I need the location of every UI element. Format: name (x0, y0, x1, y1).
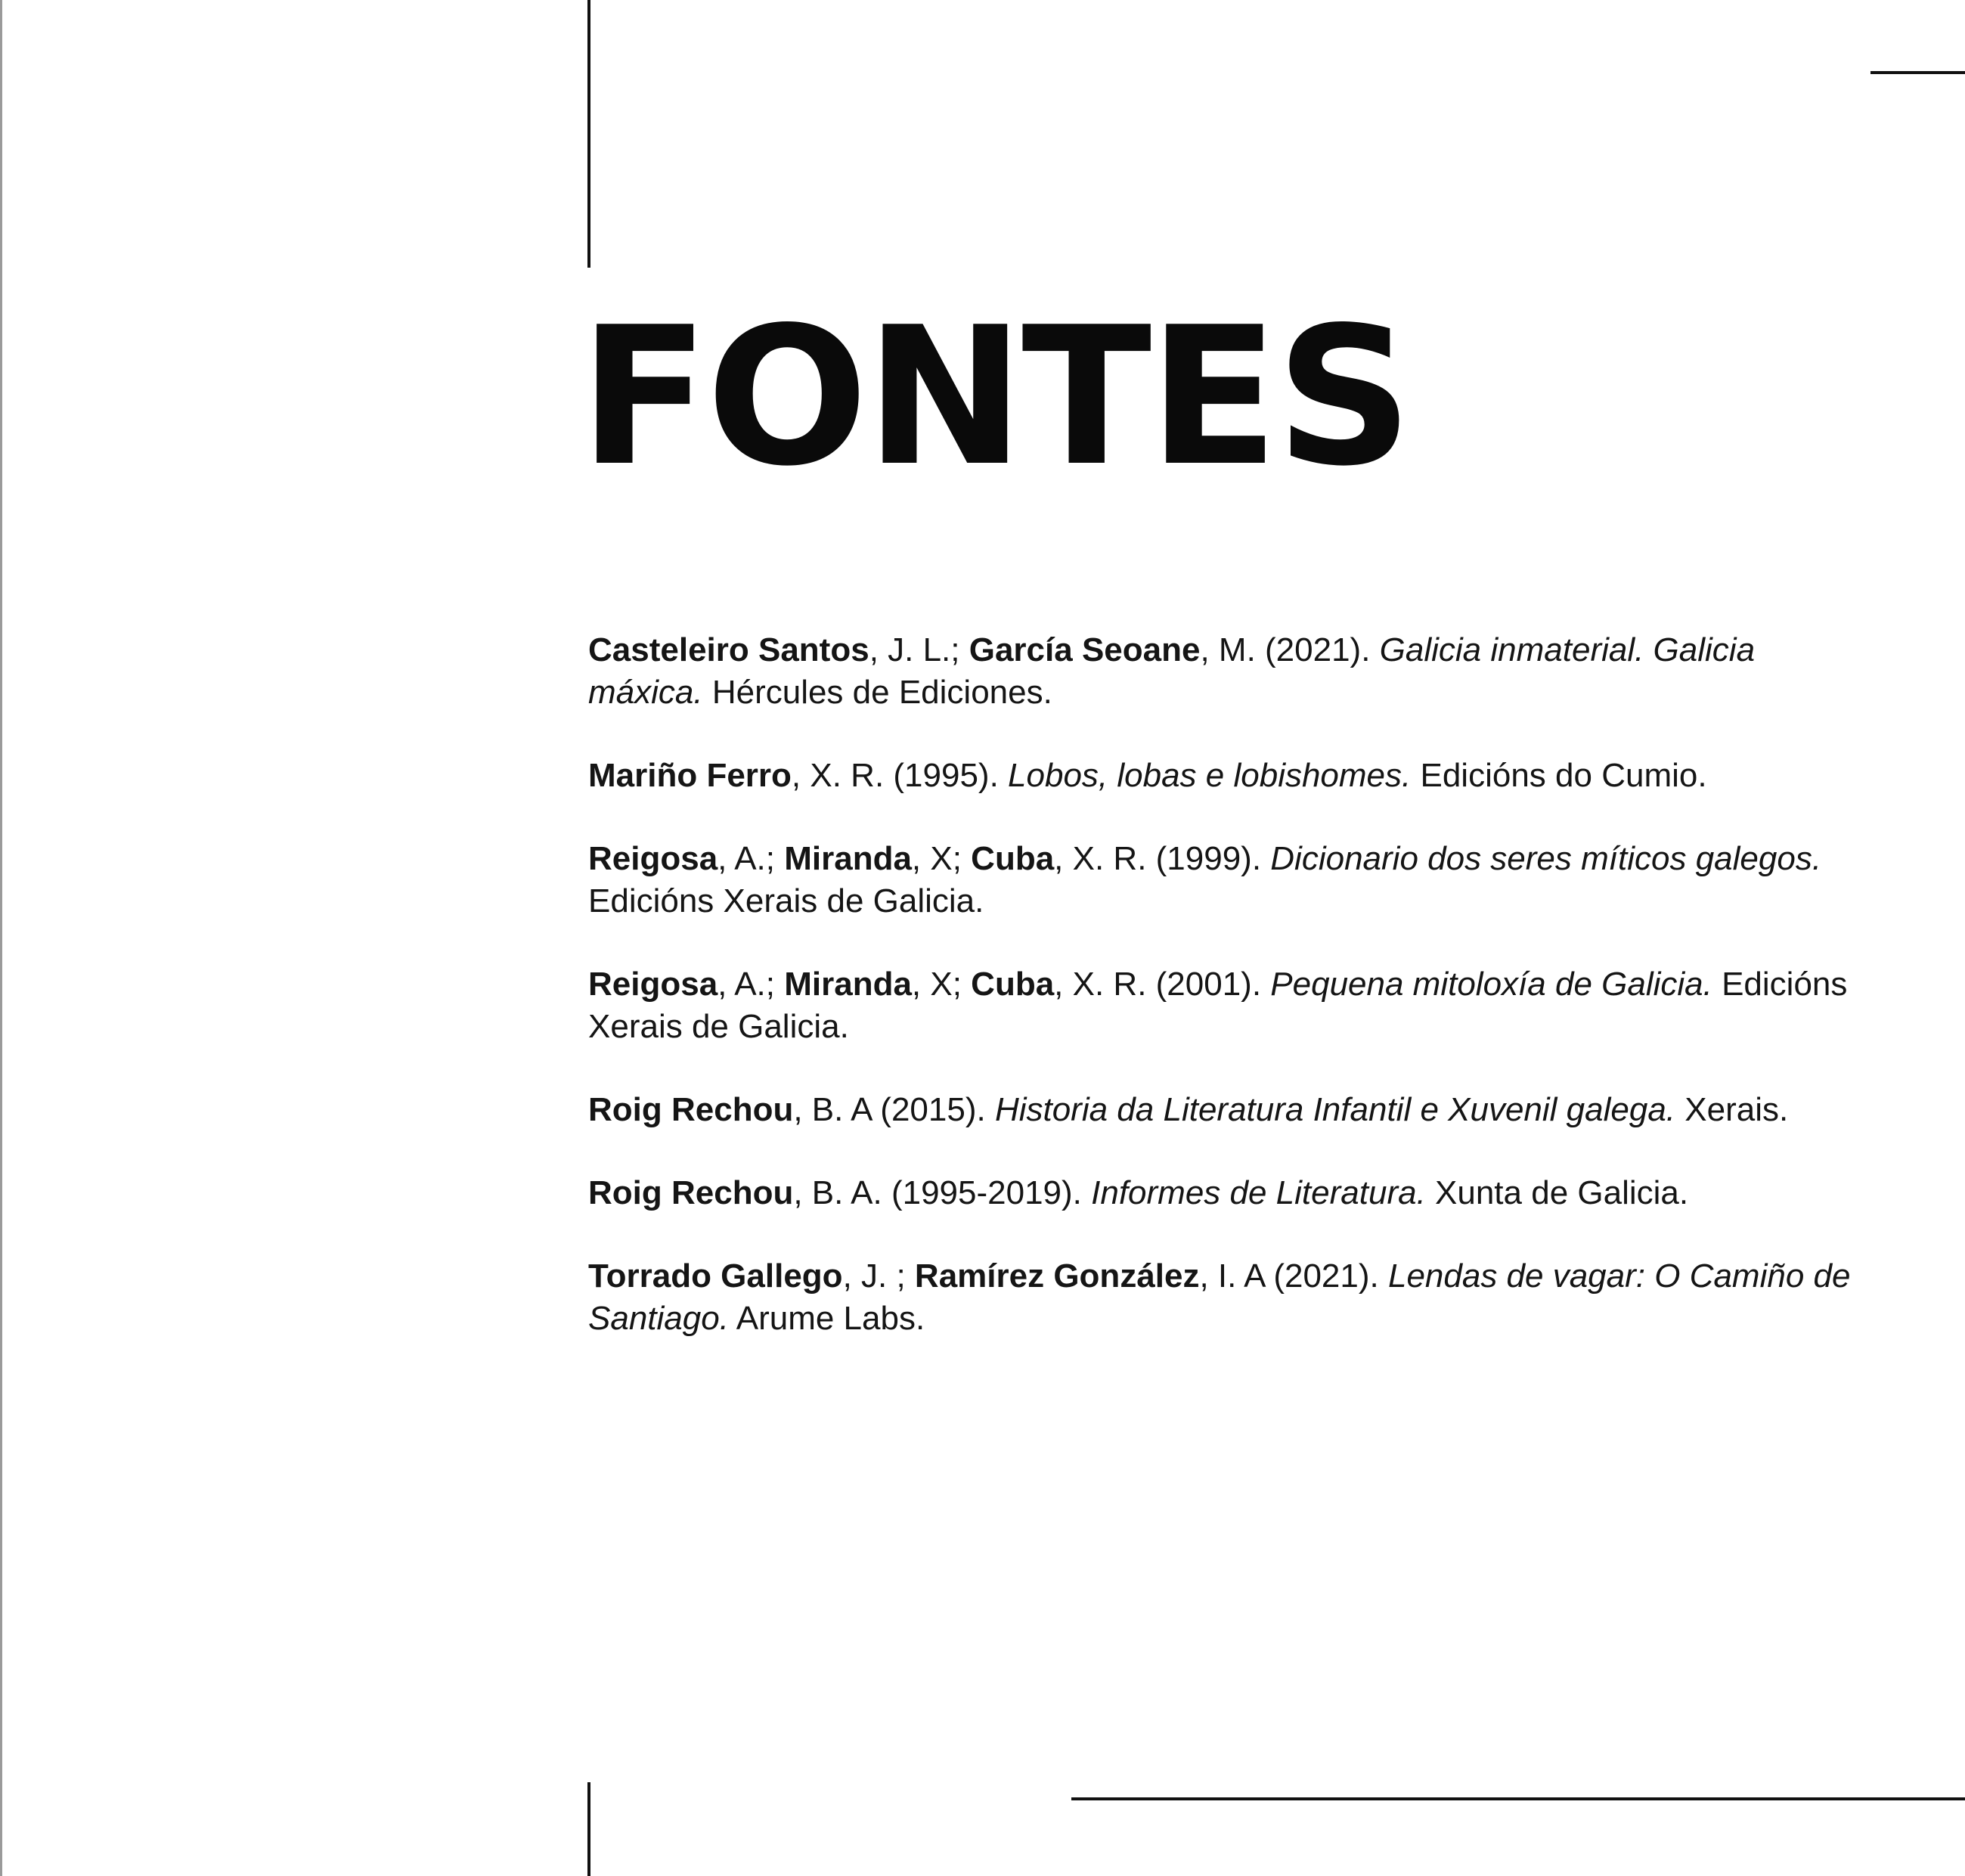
reference-author: Ramírez González (914, 1257, 1200, 1295)
reference-entry (588, 963, 1874, 1048)
reference-author: Miranda (784, 840, 912, 877)
reference-entry (588, 838, 1874, 922)
reference-entry (588, 755, 1874, 797)
reference-title: Pequena mitoloxía de Galicia. (1270, 966, 1712, 1003)
reference-text: , A.; (718, 840, 785, 877)
left-edge-rule (0, 0, 2, 1876)
reference-text: Xunta de Galicia. (1425, 1174, 1689, 1211)
reference-title: Informes de Literatura. (1091, 1174, 1426, 1211)
top-right-rule (1870, 71, 1965, 74)
reference-entry (588, 1172, 1874, 1214)
reference-list (588, 629, 1874, 1381)
reference-text: , J. L.; (869, 631, 969, 668)
reference-text: , X; (911, 966, 972, 1003)
page-title: FONTES (579, 287, 1410, 508)
reference-text: Edicións Xerais de Galicia. (588, 966, 1848, 1045)
reference-text: , B. A (2015). (793, 1091, 995, 1128)
reference-text: , I. A (2021). (1199, 1257, 1388, 1295)
reference-title: Historia da Literatura Infantil e Xuvenil galega. (994, 1091, 1676, 1128)
reference-text: Edicións Xerais de Galicia. (588, 882, 984, 919)
top-vertical-rule (587, 0, 590, 268)
reference-text: , B. A. (1995-2019). (793, 1174, 1092, 1211)
reference-author: García Seoane (969, 631, 1201, 668)
reference-title: Lobos, lobas e lobishomes. (1008, 757, 1412, 794)
reference-text: Hércules de Ediciones. (702, 674, 1052, 711)
reference-author: Cuba (971, 840, 1055, 877)
reference-title: Galicia inmaterial. Galicia máxica. (588, 631, 1756, 711)
reference-text: Edicións do Cumio. (1411, 757, 1707, 794)
reference-author: Torrado Gallego (588, 1257, 843, 1295)
reference-author: Miranda (784, 966, 912, 1003)
reference-text: , X. R. (2001). (1054, 966, 1271, 1003)
reference-text: , X. R. (1995). (791, 757, 1009, 794)
reference-text: , X; (911, 840, 972, 877)
reference-author: Reigosa (588, 840, 718, 877)
reference-text: , A.; (718, 966, 785, 1003)
reference-author: Roig Rechou (588, 1174, 794, 1211)
reference-text: , X. R. (1999). (1054, 840, 1271, 877)
reference-entry (588, 1089, 1874, 1131)
reference-author: Cuba (971, 966, 1055, 1003)
reference-text: , J. ; (842, 1257, 915, 1295)
bottom-vertical-rule (587, 1782, 590, 1876)
reference-author: Roig Rechou (588, 1091, 794, 1128)
reference-author: Reigosa (588, 966, 718, 1003)
reference-entry (588, 1255, 1874, 1340)
reference-text: Arume Labs. (728, 1300, 925, 1337)
reference-entry (588, 629, 1874, 714)
reference-text: Xerais. (1675, 1091, 1789, 1128)
reference-author: Casteleiro Santos (588, 631, 869, 668)
bottom-right-rule (1071, 1797, 1965, 1800)
reference-text: , M. (2021). (1200, 631, 1380, 668)
reference-title: Dicionario dos seres míticos galegos. (1270, 840, 1822, 877)
reference-title: Lendas de vagar: O Camiño de Santiago. (588, 1257, 1851, 1337)
reference-author: Mariño Ferro (588, 757, 792, 794)
